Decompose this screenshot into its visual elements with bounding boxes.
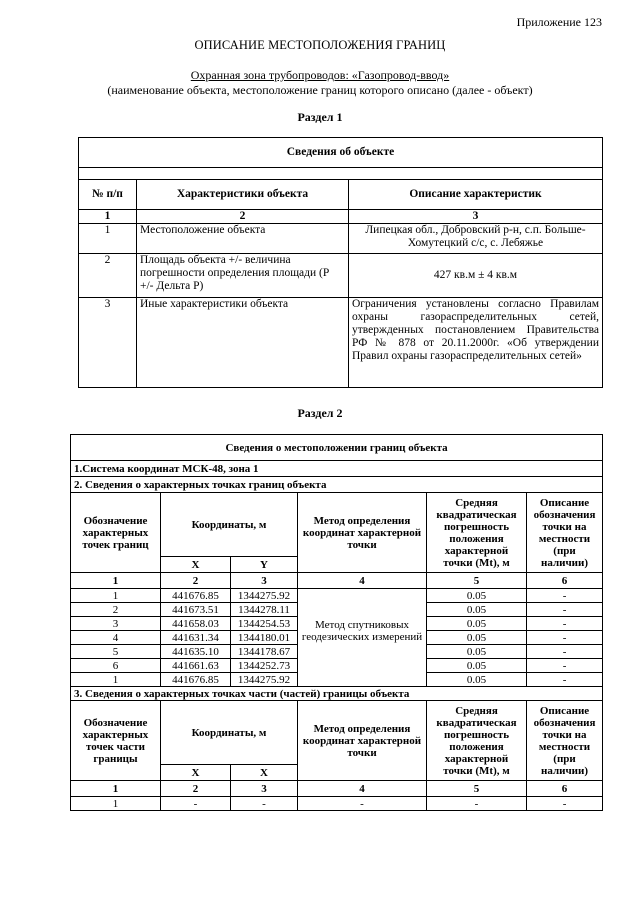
header-x: X <box>161 557 231 573</box>
index-cell: 4 <box>298 781 427 797</box>
row-num: 2 <box>79 254 137 298</box>
part-point-x: - <box>161 797 231 811</box>
point-mt: 0.05 <box>427 673 527 687</box>
point-y: 1344180.01 <box>231 631 298 645</box>
point-mt: 0.05 <box>427 659 527 673</box>
point-desc: - <box>527 631 603 645</box>
appendix-label: Приложение 123 <box>516 15 602 29</box>
point-desc: - <box>527 603 603 617</box>
index-cell: 3 <box>231 573 298 589</box>
table-row <box>71 797 603 811</box>
point-x: 441676.85 <box>161 589 231 603</box>
point-number: 5 <box>71 645 161 659</box>
point-mt: 0.05 <box>427 589 527 603</box>
index-cell: 6 <box>527 781 603 797</box>
object-info-table <box>78 137 603 388</box>
part-point-y: - <box>231 797 298 811</box>
object-info-title: Сведения об объекте <box>79 138 603 168</box>
header-part-mt: Средняя квадратическая погрешность положения характерной точки (Mt), м <box>427 701 527 781</box>
point-y: 1344275.92 <box>231 673 298 687</box>
header-part-desc: Описание обозначения точки на местности (при наличии) <box>527 701 603 781</box>
header-y: Y <box>231 557 298 573</box>
point-y: 1344252.73 <box>231 659 298 673</box>
index-cell: 2 <box>161 573 231 589</box>
sub2-title: 2. Сведения о характерных точках границ объекта <box>71 477 603 493</box>
part-point-mt: - <box>427 797 527 811</box>
header-num: № п/п <box>79 180 137 210</box>
index-cell: 5 <box>427 781 527 797</box>
header-desc: Описание обозначения точки на местности (при наличии) <box>527 493 603 573</box>
table-row <box>71 589 603 603</box>
boundary-table <box>70 434 603 811</box>
table-row <box>79 224 603 254</box>
point-desc: - <box>527 645 603 659</box>
point-x: 441676.85 <box>161 673 231 687</box>
sub3-title: 3. Сведения о характерных точках части (частей) границы объекта <box>71 687 603 701</box>
part-point-number: 1 <box>71 797 161 811</box>
row-characteristic: Иные характеристики объекта <box>137 298 349 388</box>
part-point-desc: - <box>527 797 603 811</box>
row-description: 427 кв.м ± 4 кв.м <box>349 254 603 298</box>
row-description: Ограничения установлены согласно Правилам охраны газораспределительных сетей, утвержденных постановлением Правительства РФ № 878 от 20.11.2000г. «Об утверждении Правил охраны газораспределительных сетей» <box>349 298 603 388</box>
object-name: Охранная зона трубопроводов: «Газопровод-ввод» <box>190 68 450 82</box>
header-part-y: X <box>231 765 298 781</box>
point-mt: 0.05 <box>427 645 527 659</box>
section1-heading: Раздел 1 <box>297 110 343 124</box>
row-description: Липецкая обл., Добровский р-н, с.п. Больше-Хомутецкий с/с, с. Лебяжье <box>349 224 603 254</box>
object-name-note: (наименование объекта, местоположение границ которого описано (далее - объект) <box>107 83 533 97</box>
index-cell: 3 <box>349 210 603 224</box>
boundary-table-title: Сведения о местоположении границ объекта <box>71 435 603 461</box>
section2-heading: Раздел 2 <box>297 406 343 420</box>
index-cell: 3 <box>231 781 298 797</box>
point-number: 2 <box>71 603 161 617</box>
header-characteristic: Характеристики объекта <box>137 180 349 210</box>
index-cell: 2 <box>161 781 231 797</box>
index-cell: 1 <box>79 210 137 224</box>
index-cell: 5 <box>427 573 527 589</box>
part-point-method: - <box>298 797 427 811</box>
point-number: 3 <box>71 617 161 631</box>
header-coords: Координаты, м <box>161 493 298 557</box>
point-x: 441631.34 <box>161 631 231 645</box>
table-row <box>79 254 603 298</box>
index-cell: 2 <box>137 210 349 224</box>
header-point: Обозначение характерных точек границ <box>71 493 161 573</box>
header-part-point: Обозначение характерных точек части границы <box>71 701 161 781</box>
point-x: 441673.51 <box>161 603 231 617</box>
point-number: 6 <box>71 659 161 673</box>
point-desc: - <box>527 673 603 687</box>
point-mt: 0.05 <box>427 603 527 617</box>
point-desc: - <box>527 589 603 603</box>
point-desc: - <box>527 617 603 631</box>
point-y: 1344275.92 <box>231 589 298 603</box>
point-number: 1 <box>71 673 161 687</box>
index-cell: 1 <box>71 781 161 797</box>
point-x: 441658.03 <box>161 617 231 631</box>
index-cell: 6 <box>527 573 603 589</box>
index-cell: 4 <box>298 573 427 589</box>
spacer-row <box>79 168 603 180</box>
point-number: 1 <box>71 589 161 603</box>
point-desc: - <box>527 659 603 673</box>
index-cell: 1 <box>71 573 161 589</box>
point-y: 1344178.67 <box>231 645 298 659</box>
header-part-x: X <box>161 765 231 781</box>
method-cell: Метод спутниковых геодезических измерений <box>298 589 427 687</box>
header-mt: Средняя квадратическая погрешность положения характерной точки (Mt), м <box>427 493 527 573</box>
coord-system: 1.Система координат МСК-48, зона 1 <box>71 461 603 477</box>
point-mt: 0.05 <box>427 631 527 645</box>
header-description: Описание характеристик <box>349 180 603 210</box>
point-y: 1344254.53 <box>231 617 298 631</box>
row-characteristic: Местоположение объекта <box>137 224 349 254</box>
row-num: 3 <box>79 298 137 388</box>
document-title: ОПИСАНИЕ МЕСТОПОЛОЖЕНИЯ ГРАНИЦ <box>194 38 446 52</box>
table-row <box>79 298 603 388</box>
header-part-method: Метод определения координат характерной точки <box>298 701 427 781</box>
row-characteristic: Площадь объекта +/- величина погрешности определения площади (Р +/- Дельта Р) <box>137 254 349 298</box>
header-part-coords: Координаты, м <box>161 701 298 765</box>
point-y: 1344278.11 <box>231 603 298 617</box>
row-num: 1 <box>79 224 137 254</box>
point-x: 441661.63 <box>161 659 231 673</box>
point-x: 441635.10 <box>161 645 231 659</box>
header-method: Метод определения координат характерной точки <box>298 493 427 573</box>
point-number: 4 <box>71 631 161 645</box>
point-mt: 0.05 <box>427 617 527 631</box>
